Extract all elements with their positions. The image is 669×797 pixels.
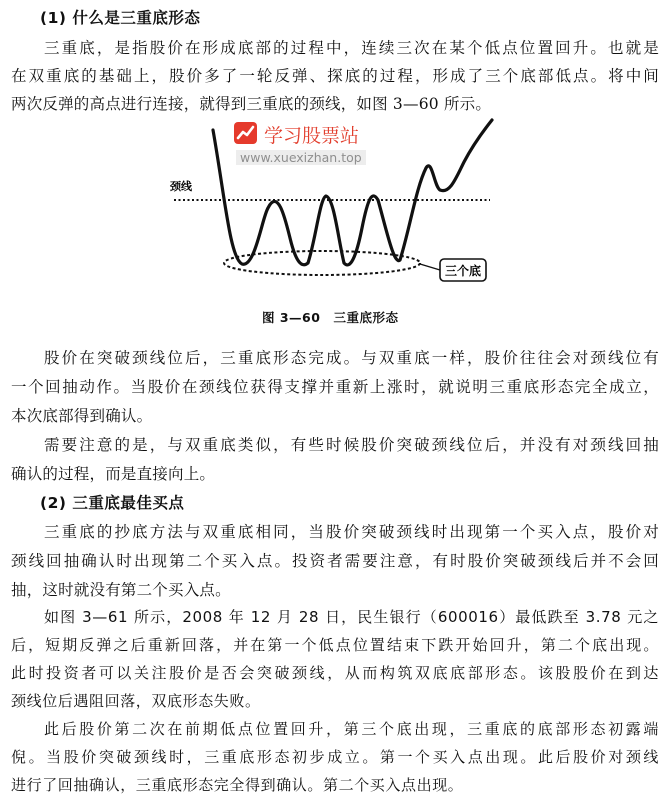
figure-caption: 图 3—60 三重底形态 [262, 310, 399, 325]
paragraph-line: 三重底，是指股价在形成底部的过程中，连续三次在某个低点位置回升。也就是 [44, 39, 659, 57]
paragraph-line: 确认的过程，而是直接向上。 [11, 465, 216, 483]
paragraph-line: 需要注意的是，与双重底类似，有些时候股价突破颈线位后，并没有对颈线回抽 [44, 436, 659, 454]
bottoms-ellipse [224, 251, 420, 275]
paragraph-line: 两次反弹的高点进行连接，就得到三重底的颈线，如图 3—60 所示。 [11, 95, 492, 113]
neckline-label: 颈线 [170, 180, 192, 193]
watermark-logo-icon [234, 122, 257, 144]
paragraph-line: 如图 3—61 所示，2008 年 12 月 28 日，民生银行（600016）最低跌至 3.78 元之 [44, 608, 659, 626]
watermark-title: 学习股票站 [264, 125, 360, 147]
paragraph-line: 股价在突破颈线位后，三重底形态完成。与双重底一样，股价往往会对颈线位有 [44, 349, 659, 367]
paragraph-line: 此时投资者可以关注股价是否会突破颈线，从而构筑双底底部形态。该股股价在到达 [11, 664, 659, 682]
paragraph-line: 后，短期反弹之后重新回落，并在第一个低点位置结束下跌开始回升，第二个底出现。 [11, 636, 659, 654]
paragraph-line: 在双重底的基础上，股价多了一轮反弹、探底的过程，形成了三个底部低点。将中间 [11, 67, 659, 85]
section-heading-best-buy-point: (2) 三重底最佳买点 [40, 494, 185, 512]
watermark-url: www.xuexizhan.top [236, 150, 366, 165]
paragraph-line: 进行了回抽确认，三重底形态完全得到确认。第二个买入点出现。 [11, 776, 464, 794]
paragraph-line: 颈线回抽确认时出现第二个买入点。投资者需要注意，有时股价突破颈线后并不会回 [11, 552, 659, 570]
paragraph-line: 一个回抽动作。当股价在颈线位获得支撑并重新上涨时，就说明三重底形态完全成立， [11, 378, 659, 396]
paragraph-line: 三重底的抄底方法与双重底相同，当股价突破颈线时出现第一个买入点，股价对 [44, 523, 659, 541]
bottoms-label: 三个底 [444, 264, 482, 278]
paragraph-line: 此后股价第二次在前期低点位置回升，第三个底出现，三重底的底部形态初露端 [44, 720, 659, 738]
paragraph-line: 本次底部得到确认。 [11, 407, 153, 425]
section-heading-what-is-triple-bottom: (1) 什么是三重底形态 [40, 9, 201, 27]
paragraph-line: 抽，这时就没有第二个买入点。 [11, 581, 231, 599]
callout-pointer [420, 264, 440, 270]
paragraph-line: 颈线位后遇阻回落，双底形态失败。 [11, 692, 261, 710]
paragraph-line: 倪。当股价突破颈线时，三重底形态初步成立。第一个买入点出现。此后股价对颈线 [11, 748, 659, 766]
